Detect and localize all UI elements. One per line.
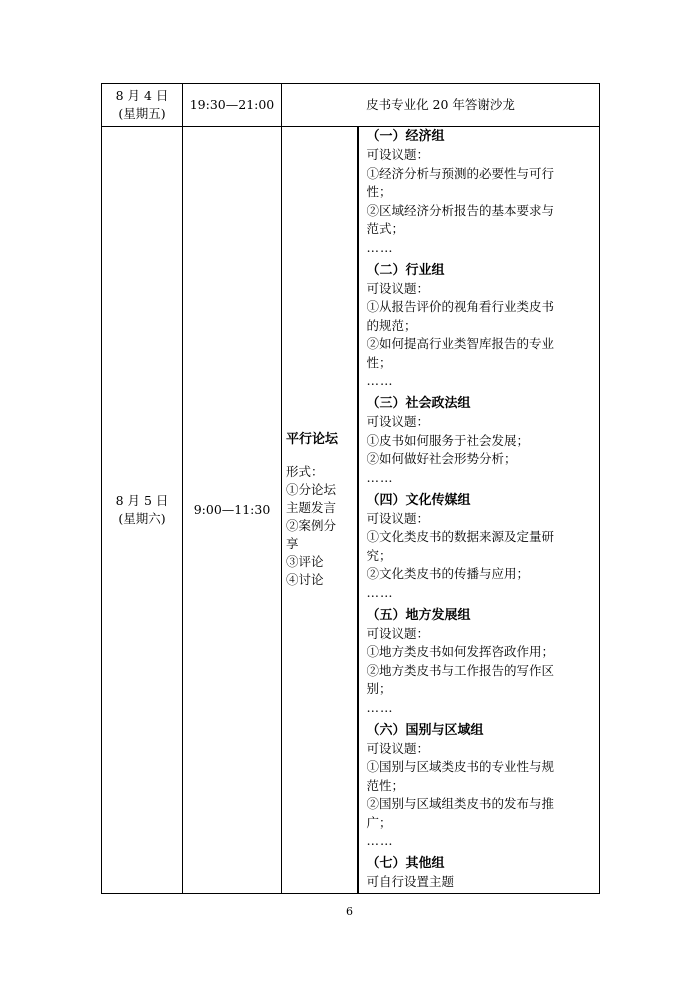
ellipsis: …… bbox=[366, 239, 394, 255]
date-cell bbox=[102, 84, 183, 127]
form-line: ④讨论 bbox=[286, 572, 324, 587]
form-line: ②案例分 bbox=[286, 518, 337, 533]
time-cell: 19:30—21:00 bbox=[183, 84, 282, 127]
topic-line: 可设议题： bbox=[366, 625, 430, 641]
ellipsis: …… bbox=[366, 373, 394, 388]
topic-line: 究； bbox=[366, 547, 392, 563]
group-other bbox=[367, 854, 594, 892]
forum-forms bbox=[286, 463, 353, 589]
group-title: （六）国别与区域组 bbox=[366, 722, 484, 738]
page-number: 6 bbox=[346, 905, 353, 918]
topic-line: 性； bbox=[366, 354, 392, 370]
form-line: 享 bbox=[286, 536, 299, 551]
forum-title: 平行论坛 bbox=[286, 432, 339, 447]
schedule-row-aug5 bbox=[102, 127, 600, 894]
forum-cell bbox=[282, 127, 358, 894]
topics-cell bbox=[358, 127, 600, 894]
ellipsis: …… bbox=[366, 469, 394, 485]
group-culture-media bbox=[367, 491, 594, 602]
form-line: ①分论坛 bbox=[286, 482, 337, 497]
weekday-line: (星期五) bbox=[118, 106, 166, 121]
form-line: ③评论 bbox=[286, 554, 324, 569]
topic-line: ①经济分析与预测的必要性与可行 bbox=[366, 165, 555, 181]
event-cell: 皮书专业化 20 年答谢沙龙 bbox=[282, 84, 600, 127]
topic-line: ②文化类皮书的传播与应用； bbox=[366, 566, 530, 581]
topic-line: 范性； bbox=[366, 777, 405, 793]
group-economy bbox=[367, 127, 594, 257]
form-line: 主题发言 bbox=[286, 500, 337, 515]
topic-line: ①地方类皮书如何发挥咨政作用； bbox=[366, 644, 555, 659]
topic-line: ①国别与区域类皮书的专业性与规 bbox=[366, 759, 555, 774]
topic-line: 可自行设置主题 bbox=[366, 874, 455, 889]
topic-line: 范式； bbox=[366, 221, 405, 236]
date-line: 8 月 5 日 bbox=[115, 493, 169, 508]
schedule-row-aug4 bbox=[102, 84, 600, 127]
topic-line: 可设议题： bbox=[366, 414, 430, 429]
topic-line: 可设议题： bbox=[366, 740, 430, 756]
date-line: 8 月 4 日 bbox=[115, 88, 169, 103]
group-title: （五）地方发展组 bbox=[366, 607, 471, 623]
topic-line: ②国别与区域组类皮书的发布与推 bbox=[366, 796, 555, 811]
group-title: （一）经济组 bbox=[366, 129, 445, 144]
group-title: （七）其他组 bbox=[366, 856, 445, 871]
topic-line: 广； bbox=[366, 814, 392, 830]
group-industry bbox=[367, 261, 594, 391]
schedule-table bbox=[101, 83, 600, 894]
weekday-line: (星期六) bbox=[118, 511, 166, 526]
topic-line: 可设议题： bbox=[366, 280, 430, 296]
group-title: （四）文化传媒组 bbox=[366, 492, 471, 508]
forms-label: 形式： bbox=[286, 464, 324, 479]
topic-line: 的规范； bbox=[366, 317, 417, 333]
topic-line: 别； bbox=[366, 681, 392, 696]
topic-line: ②如何提高行业类智库报告的专业 bbox=[366, 336, 555, 351]
date-cell bbox=[102, 127, 183, 894]
topic-line: ①从报告评价的视角看行业类皮书 bbox=[366, 299, 555, 314]
group-title: （二）行业组 bbox=[366, 262, 445, 278]
group-title: （三）社会政法组 bbox=[366, 396, 471, 411]
group-society-law bbox=[367, 394, 594, 487]
topic-line: 性； bbox=[366, 184, 392, 199]
time-cell: 9:00—11:30 bbox=[183, 127, 282, 894]
topic-line: ①皮书如何服务于社会发展； bbox=[366, 432, 530, 448]
topic-line: ②区域经济分析报告的基本要求与 bbox=[366, 202, 555, 218]
topic-line: ①文化类皮书的数据来源及定量研 bbox=[366, 529, 555, 544]
topic-line: ②地方类皮书与工作报告的写作区 bbox=[366, 662, 555, 678]
ellipsis: …… bbox=[366, 833, 394, 848]
group-local-development bbox=[367, 606, 594, 717]
ellipsis: …… bbox=[366, 699, 394, 715]
ellipsis: …… bbox=[366, 584, 394, 600]
topic-line: 可设议题： bbox=[366, 510, 430, 526]
group-country-region bbox=[367, 721, 594, 851]
topic-line: 可设议题： bbox=[366, 147, 430, 162]
topic-line: ②如何做好社会形势分析； bbox=[366, 451, 517, 466]
